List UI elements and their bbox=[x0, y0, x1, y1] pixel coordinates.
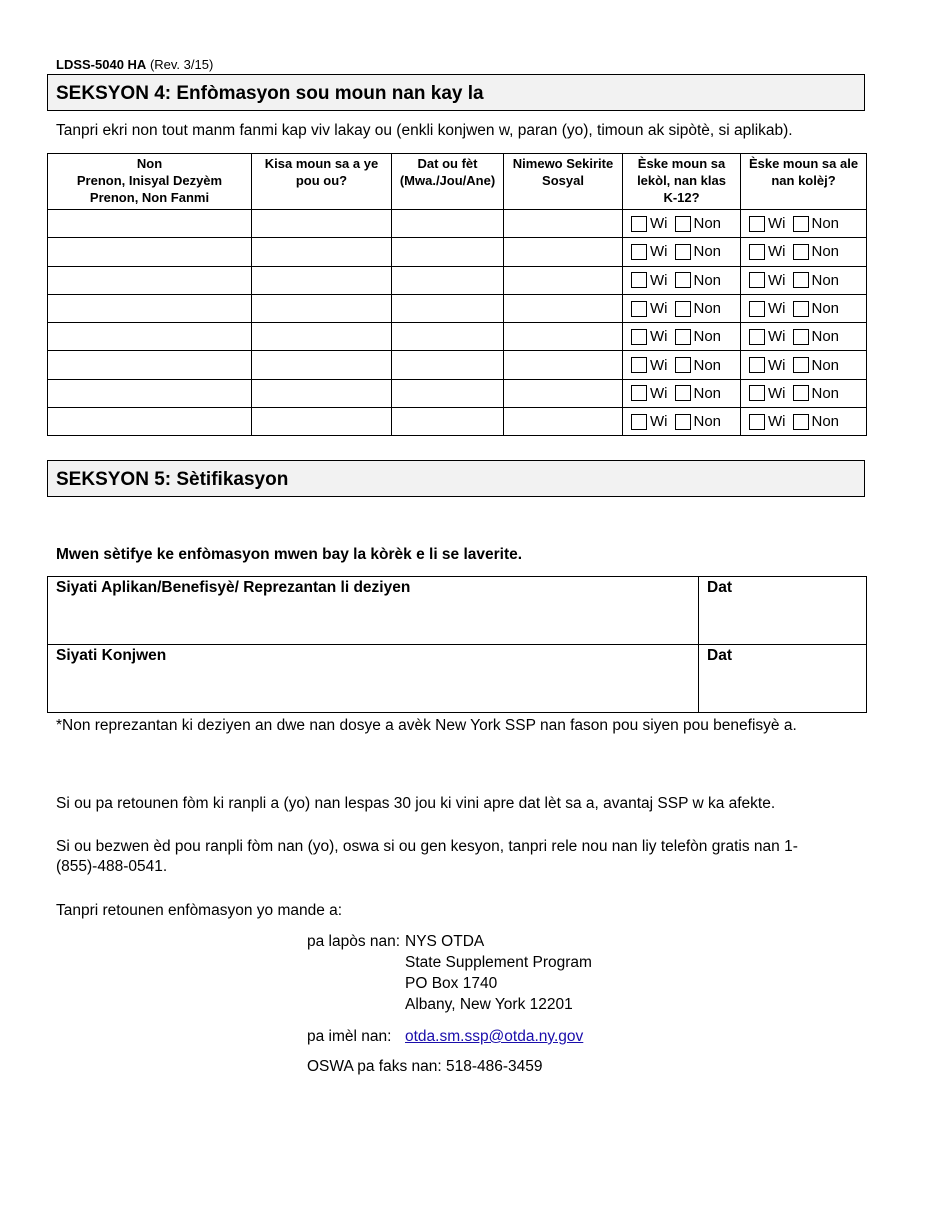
cell-relationship[interactable] bbox=[252, 210, 392, 238]
no-checkbox[interactable] bbox=[793, 329, 809, 345]
no-label: Non bbox=[811, 328, 840, 346]
table-header-row bbox=[48, 154, 867, 210]
column-header-relationship: Kisa moun sa a ye pou ou? bbox=[252, 154, 392, 210]
yes-label: Wi bbox=[768, 300, 786, 318]
cell-birth-date[interactable] bbox=[392, 351, 504, 379]
cell-relationship[interactable] bbox=[252, 408, 392, 436]
cell-name[interactable] bbox=[48, 266, 252, 294]
yes-checkbox[interactable] bbox=[631, 385, 647, 401]
section4-instructions: Tanpri ekri non tout manm fanmi kap viv lakay ou (enkli konjwen w, paran (yo), timoun ak sipòtè, si aplikab). bbox=[56, 122, 793, 139]
no-checkbox[interactable] bbox=[675, 244, 691, 260]
column-header-birth-date: Dat ou fèt (Mwa./Jou/Ane) bbox=[392, 154, 504, 210]
table-row bbox=[48, 408, 867, 436]
cell-name[interactable] bbox=[48, 210, 252, 238]
yes-label: Wi bbox=[650, 356, 668, 374]
no-checkbox[interactable] bbox=[675, 272, 691, 288]
return-instructions: Tanpri retounen enfòmasyon yo mande a: bbox=[56, 902, 343, 919]
cell-birth-date[interactable] bbox=[392, 210, 504, 238]
cell-relationship[interactable] bbox=[252, 351, 392, 379]
no-checkbox[interactable] bbox=[675, 329, 691, 345]
no-checkbox[interactable] bbox=[675, 216, 691, 232]
no-label: Non bbox=[693, 243, 722, 261]
yes-label: Wi bbox=[768, 215, 786, 233]
yes-checkbox[interactable] bbox=[749, 244, 765, 260]
cell-ssn[interactable] bbox=[504, 379, 623, 407]
table-row bbox=[48, 351, 867, 379]
no-label: Non bbox=[693, 384, 722, 402]
yes-checkbox[interactable] bbox=[749, 385, 765, 401]
yes-no-group bbox=[741, 328, 866, 345]
yes-label: Wi bbox=[768, 384, 786, 402]
yes-label: Wi bbox=[650, 271, 668, 289]
no-label: Non bbox=[811, 271, 840, 289]
yes-checkbox[interactable] bbox=[631, 301, 647, 317]
cell-name[interactable] bbox=[48, 379, 252, 407]
no-label: Non bbox=[811, 243, 840, 261]
certification-statement: Mwen sètifye ke enfòmasyon mwen bay la kòrèk e li se laverite. bbox=[56, 546, 523, 563]
yes-no-group bbox=[623, 272, 740, 289]
mail-address: NYS OTDA State Supplement Program PO Box 1740 Albany, New York 12201 bbox=[405, 933, 592, 1013]
cell-k12-school bbox=[623, 238, 741, 266]
no-label: Non bbox=[811, 300, 840, 318]
no-checkbox[interactable] bbox=[793, 385, 809, 401]
no-checkbox[interactable] bbox=[675, 357, 691, 373]
email-link[interactable]: otda.sm.ssp@otda.ny.gov bbox=[405, 1028, 584, 1045]
table-row bbox=[48, 266, 867, 294]
cell-ssn[interactable] bbox=[504, 351, 623, 379]
yes-checkbox[interactable] bbox=[631, 216, 647, 232]
table-row bbox=[48, 238, 867, 266]
yes-checkbox[interactable] bbox=[749, 301, 765, 317]
cell-college bbox=[741, 238, 867, 266]
no-label: Non bbox=[693, 356, 722, 374]
yes-label: Wi bbox=[650, 300, 668, 318]
cell-k12-school bbox=[623, 294, 741, 322]
cell-name[interactable] bbox=[48, 351, 252, 379]
cell-birth-date[interactable] bbox=[392, 294, 504, 322]
cell-college bbox=[741, 210, 867, 238]
no-label: Non bbox=[811, 384, 840, 402]
cell-k12-school bbox=[623, 408, 741, 436]
cell-relationship[interactable] bbox=[252, 294, 392, 322]
section4-header: SEKSYON 4: Enfòmasyon sou moun nan kay la bbox=[47, 74, 865, 111]
column-header-ssn: Nimewo Sekirite Sosyal bbox=[504, 154, 623, 210]
no-checkbox[interactable] bbox=[675, 414, 691, 430]
yes-checkbox[interactable] bbox=[631, 329, 647, 345]
yes-no-group bbox=[623, 357, 740, 374]
table-row bbox=[48, 323, 867, 351]
yes-checkbox[interactable] bbox=[631, 272, 647, 288]
no-label: Non bbox=[693, 300, 722, 318]
cell-college bbox=[741, 379, 867, 407]
cell-college bbox=[741, 323, 867, 351]
yes-no-group bbox=[623, 215, 740, 232]
email-label: pa imèl nan: bbox=[307, 1028, 392, 1045]
cell-k12-school bbox=[623, 379, 741, 407]
cell-college bbox=[741, 266, 867, 294]
yes-no-group bbox=[623, 328, 740, 345]
cell-relationship[interactable] bbox=[252, 379, 392, 407]
table-row bbox=[48, 294, 867, 322]
yes-checkbox[interactable] bbox=[631, 244, 647, 260]
no-label: Non bbox=[693, 413, 722, 431]
cell-ssn[interactable] bbox=[504, 408, 623, 436]
no-label: Non bbox=[811, 356, 840, 374]
column-header-name: Non Prenon, Inisyal Dezyèm Prenon, Non Fanmi bbox=[48, 154, 252, 210]
yes-checkbox[interactable] bbox=[749, 272, 765, 288]
cell-k12-school bbox=[623, 210, 741, 238]
no-checkbox[interactable] bbox=[793, 272, 809, 288]
form-code: LDSS-5040 HA (Rev. 3/15) bbox=[56, 57, 214, 72]
no-checkbox[interactable] bbox=[793, 216, 809, 232]
cell-relationship[interactable] bbox=[252, 266, 392, 294]
yes-label: Wi bbox=[768, 243, 786, 261]
cell-ssn[interactable] bbox=[504, 323, 623, 351]
cell-college bbox=[741, 351, 867, 379]
spouse-date-field[interactable]: Dat bbox=[699, 645, 867, 713]
yes-checkbox[interactable] bbox=[749, 216, 765, 232]
cell-k12-school bbox=[623, 266, 741, 294]
cell-ssn[interactable] bbox=[504, 210, 623, 238]
cell-k12-school bbox=[623, 351, 741, 379]
section5-header: SEKSYON 5: Sètifikasyon bbox=[47, 460, 865, 497]
yes-no-group bbox=[741, 413, 866, 430]
yes-checkbox[interactable] bbox=[749, 329, 765, 345]
yes-checkbox[interactable] bbox=[749, 357, 765, 373]
cell-college bbox=[741, 294, 867, 322]
no-label: Non bbox=[693, 215, 722, 233]
household-members-table bbox=[47, 153, 867, 436]
no-label: Non bbox=[811, 413, 840, 431]
yes-no-group bbox=[741, 215, 866, 232]
no-checkbox[interactable] bbox=[793, 301, 809, 317]
no-label: Non bbox=[693, 271, 722, 289]
yes-label: Wi bbox=[650, 215, 668, 233]
mail-label: pa lapòs nan: bbox=[307, 933, 401, 950]
yes-no-group bbox=[741, 300, 866, 317]
no-checkbox[interactable] bbox=[793, 357, 809, 373]
no-label: Non bbox=[811, 215, 840, 233]
cell-ssn[interactable] bbox=[504, 294, 623, 322]
yes-no-group bbox=[741, 357, 866, 374]
yes-label: Wi bbox=[768, 271, 786, 289]
spouse-signature-field[interactable]: Siyati Konjwen bbox=[48, 645, 699, 713]
cell-relationship[interactable] bbox=[252, 238, 392, 266]
no-checkbox[interactable] bbox=[793, 244, 809, 260]
yes-label: Wi bbox=[768, 328, 786, 346]
yes-label: Wi bbox=[650, 384, 668, 402]
column-header-college: Èske moun sa ale nan kolèj? bbox=[741, 154, 867, 210]
table-row bbox=[48, 379, 867, 407]
yes-label: Wi bbox=[768, 356, 786, 374]
yes-label: Wi bbox=[650, 413, 668, 431]
cell-birth-date[interactable] bbox=[392, 408, 504, 436]
no-checkbox[interactable] bbox=[675, 301, 691, 317]
no-checkbox[interactable] bbox=[675, 385, 691, 401]
return-warning: Si ou pa retounen fòm ki ranpli a (yo) nan lespas 30 jou ki vini apre dat lèt sa a, avantaj SSP w ka afekte. bbox=[56, 795, 776, 812]
help-line: Si ou bezwen èd pou ranpli fòm nan (yo), oswa si ou gen kesyon, tanpri rele nou nan liy telefòn gratis nan 1-(855)-488-0541. bbox=[56, 838, 798, 875]
cell-ssn[interactable] bbox=[504, 266, 623, 294]
applicant-date-field[interactable]: Dat bbox=[699, 577, 867, 645]
yes-label: Wi bbox=[650, 328, 668, 346]
cell-name[interactable] bbox=[48, 323, 252, 351]
yes-no-group bbox=[741, 243, 866, 260]
yes-no-group bbox=[741, 385, 866, 402]
yes-no-group bbox=[623, 413, 740, 430]
yes-no-group bbox=[741, 272, 866, 289]
yes-label: Wi bbox=[768, 413, 786, 431]
yes-no-group bbox=[623, 300, 740, 317]
no-checkbox[interactable] bbox=[793, 414, 809, 430]
yes-checkbox[interactable] bbox=[631, 414, 647, 430]
cell-ssn[interactable] bbox=[504, 238, 623, 266]
cell-college bbox=[741, 408, 867, 436]
yes-checkbox[interactable] bbox=[749, 414, 765, 430]
cell-birth-date[interactable] bbox=[392, 323, 504, 351]
cell-relationship[interactable] bbox=[252, 323, 392, 351]
cell-name[interactable] bbox=[48, 294, 252, 322]
yes-no-group bbox=[623, 385, 740, 402]
cell-name[interactable] bbox=[48, 238, 252, 266]
yes-no-group bbox=[623, 243, 740, 260]
no-label: Non bbox=[693, 328, 722, 346]
cell-birth-date[interactable] bbox=[392, 238, 504, 266]
cell-birth-date[interactable] bbox=[392, 379, 504, 407]
cell-name[interactable] bbox=[48, 408, 252, 436]
signature-table bbox=[47, 576, 867, 713]
table-row bbox=[48, 210, 867, 238]
column-header-k12-school: Èske moun sa lekòl, nan klas K-12? bbox=[623, 154, 741, 210]
cell-k12-school bbox=[623, 323, 741, 351]
yes-label: Wi bbox=[650, 243, 668, 261]
applicant-signature-field[interactable]: Siyati Aplikan/Benefisyè/ Reprezantan li deziyen bbox=[48, 577, 699, 645]
representative-note: *Non reprezantan ki deziyen an dwe nan dosye a avèk New York SSP nan fason pou siyen pou benefisyè a. bbox=[56, 717, 797, 734]
cell-birth-date[interactable] bbox=[392, 266, 504, 294]
yes-checkbox[interactable] bbox=[631, 357, 647, 373]
fax-line: OSWA pa faks nan: 518-486-3459 bbox=[307, 1058, 543, 1075]
